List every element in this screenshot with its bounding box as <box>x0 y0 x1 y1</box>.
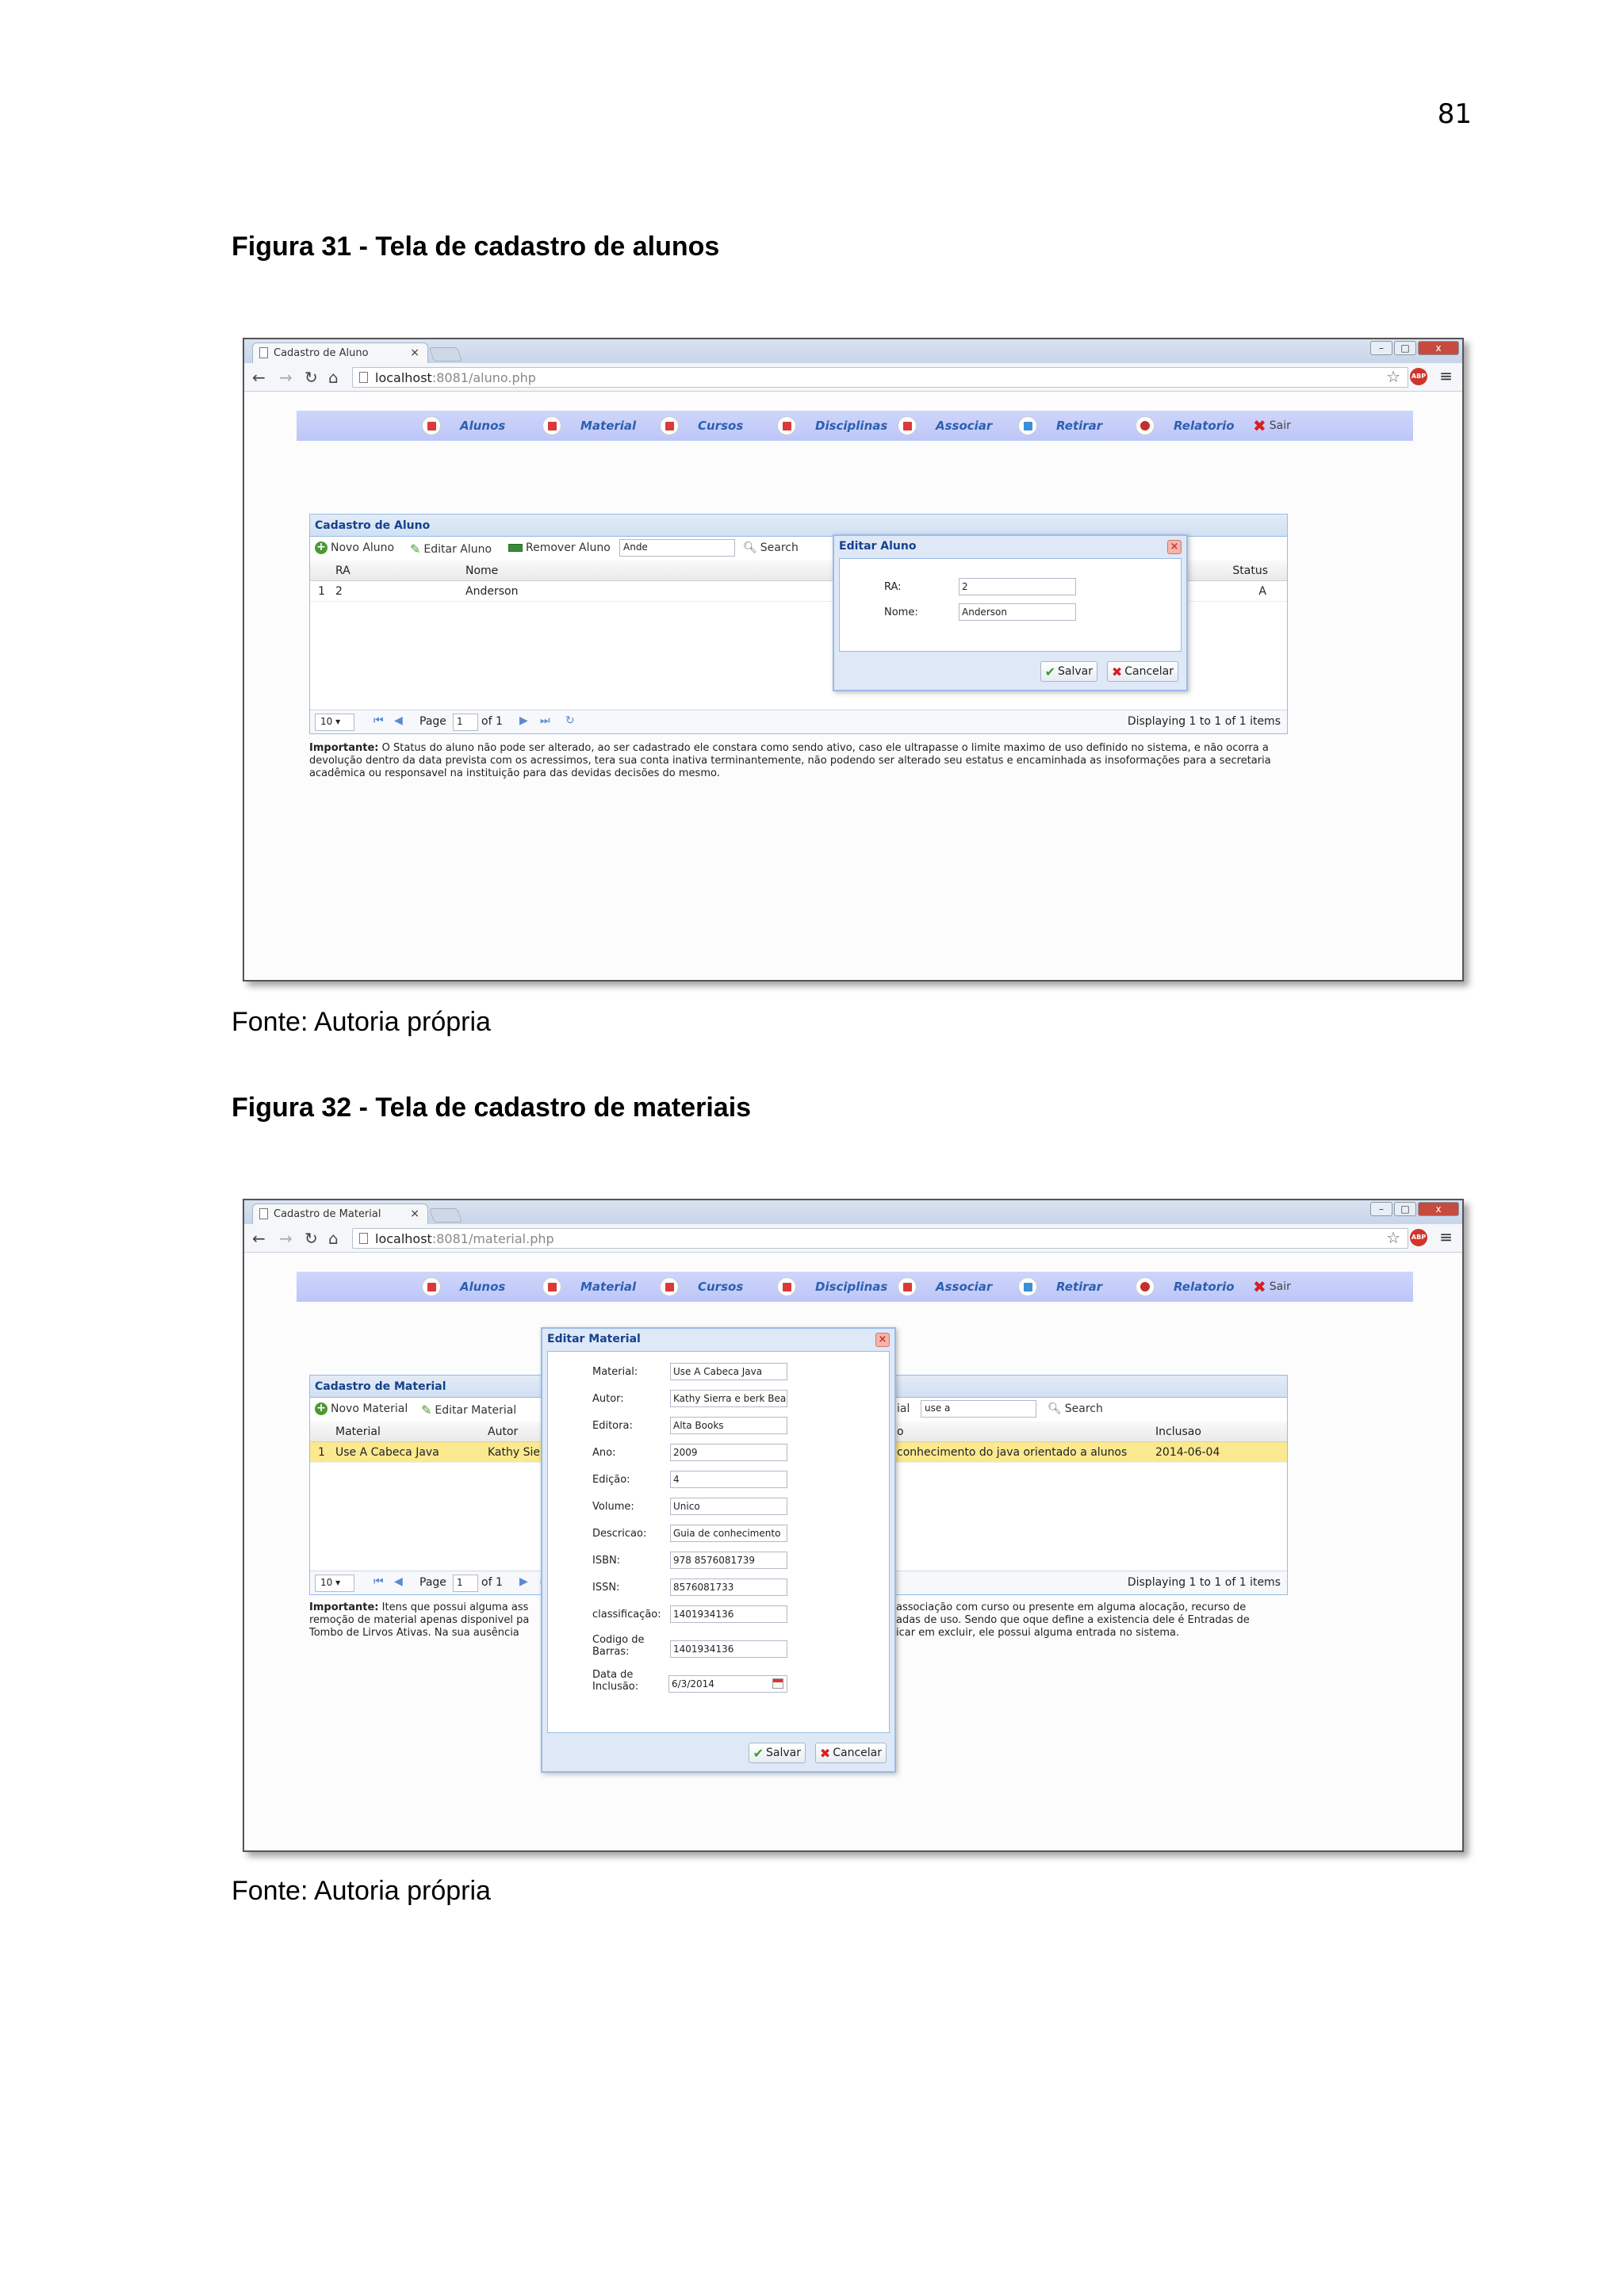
back-arrow-icon[interactable]: ← <box>252 1229 266 1248</box>
address-bar <box>244 363 1462 392</box>
url-host: localhost <box>375 370 432 385</box>
field-label: Data de Inclusão: <box>592 1669 639 1693</box>
nav-alunos[interactable] <box>422 411 505 441</box>
home-icon[interactable]: ⌂ <box>328 1229 339 1248</box>
material-icon <box>542 1277 561 1296</box>
row-number: 1 <box>318 585 325 598</box>
cell-nome: Anderson <box>465 585 519 598</box>
nav-associar[interactable] <box>898 1272 992 1302</box>
cell-inclusao: 2014-06-04 <box>1155 1446 1220 1459</box>
close-tab-icon[interactable]: × <box>410 1207 419 1220</box>
next-page-icon[interactable]: ▶ <box>519 1575 528 1588</box>
nav-associar[interactable] <box>898 411 992 441</box>
nav-alunos[interactable] <box>422 1272 505 1302</box>
nav-label: Disciplinas <box>815 419 888 433</box>
nav-label: Relatorio <box>1174 1280 1235 1294</box>
date-value: 6/3/2014 <box>672 1678 714 1689</box>
figure-source: Fonte: Autoria própria <box>232 1876 491 1906</box>
field-label: Volume: <box>592 1501 634 1513</box>
button-label: Novo Aluno <box>331 541 395 554</box>
nav-disciplinas[interactable] <box>777 1272 887 1302</box>
search-input[interactable]: Ande <box>619 539 735 557</box>
minimize-button[interactable]: – <box>1370 341 1392 355</box>
page-icon <box>359 372 368 383</box>
window-controls <box>1370 1202 1459 1216</box>
nav-label: Material <box>580 1280 637 1294</box>
check-icon: ✔ <box>1044 664 1056 679</box>
associar-icon <box>898 1277 917 1296</box>
alunos-icon <box>422 1277 441 1296</box>
remove-icon <box>508 544 523 552</box>
nav-label: Associar <box>936 1280 993 1294</box>
note-text: O Status do aluno não pode ser alterado, ao ser cadastrado ele constara como sendo ativo, caso ele ultrapasse o limite maximo de uso definido no sistema, e não ocorra a devolução dentro da data prevista com os acressimos, tera sua conta inativa terminantemente, não podendo ser alterado seu estatus e encaminhada as insoformações para a secretaria acadêmica ou responsavel na instituição para das devidas decisões do mesmo. <box>309 742 1271 779</box>
home-icon[interactable]: ⌂ <box>328 368 339 387</box>
panel-title: Cadastro de Material <box>310 1376 1287 1398</box>
save-button[interactable] <box>749 1743 806 1763</box>
display-info: Displaying 1 to 1 of 1 items <box>1127 1576 1281 1589</box>
search-input[interactable]: use a <box>921 1400 1036 1418</box>
note-text: icar em excluir, ele possui alguma entrada no sistema. <box>896 1627 1180 1639</box>
partial-label <box>897 1402 910 1415</box>
maximize-button[interactable]: □ <box>1394 341 1416 355</box>
button-label: Salvar <box>766 1747 801 1759</box>
close-tab-icon[interactable]: × <box>410 346 419 359</box>
nome-input[interactable]: Anderson <box>959 603 1076 621</box>
browser-tab[interactable] <box>252 342 428 363</box>
field-label: Nome: <box>884 607 918 618</box>
url-field[interactable] <box>352 1228 1408 1249</box>
window-close-button[interactable]: x <box>1418 341 1459 355</box>
cancel-button[interactable] <box>815 1743 887 1763</box>
minimize-button[interactable]: – <box>1370 1202 1392 1216</box>
new-button[interactable] <box>315 541 394 554</box>
cell-material: Use A Cabeca Java <box>335 1446 439 1459</box>
check-icon <box>1018 416 1037 435</box>
page-label: Page <box>419 1576 446 1589</box>
power-icon <box>1136 416 1155 435</box>
column-inclusao[interactable]: Inclusao <box>1155 1425 1201 1438</box>
back-arrow-icon[interactable]: ← <box>252 368 266 387</box>
nav-label: Relatorio <box>1174 419 1235 433</box>
note-text: adas de uso. Sendo que oque define a existencia dele é Entradas de <box>896 1614 1250 1626</box>
close-icon: ✖ <box>1253 1277 1266 1296</box>
button-label: Cancelar <box>833 1747 882 1759</box>
first-page-icon[interactable]: ⏮ <box>373 714 384 727</box>
bookmark-star-icon[interactable]: ☆ <box>1386 1228 1400 1247</box>
figure-caption: Figura 32 - Tela de cadastro de materiais <box>232 1093 752 1123</box>
nav-label: Retirar <box>1056 419 1103 433</box>
column-ra[interactable]: RA <box>335 564 350 577</box>
screenshot-alunos <box>243 338 1464 982</box>
nav-label: Material <box>580 419 637 433</box>
page-size-select[interactable]: 10 ▾ <box>315 714 354 731</box>
field-label: Editora: <box>592 1420 633 1432</box>
note-text: Tombo de Lirvos Ativas. Na sua ausência <box>309 1627 519 1639</box>
menu-icon[interactable]: ≡ <box>1439 366 1453 385</box>
column-material[interactable]: Material <box>335 1425 381 1438</box>
page-icon <box>359 1233 368 1244</box>
cancel-icon: ✖ <box>819 1745 831 1761</box>
note-label: Importante: <box>309 1601 379 1613</box>
page-icon <box>259 347 268 358</box>
page-input[interactable]: 1 <box>453 714 478 731</box>
reload-icon[interactable]: ↻ <box>304 368 318 387</box>
add-icon: + <box>315 541 327 554</box>
nav-cursos[interactable] <box>660 411 743 441</box>
page-of: of 1 <box>481 715 503 728</box>
nav-material[interactable] <box>542 411 636 441</box>
button-label: Search <box>1064 1402 1103 1415</box>
url-path: :8081/aluno.php <box>431 370 536 385</box>
field-label: Ano: <box>592 1447 616 1459</box>
display-info: Displaying 1 to 1 of 1 items <box>1127 715 1281 728</box>
nav-sair[interactable] <box>1253 411 1291 441</box>
last-page-icon[interactable]: ⏭ <box>540 714 550 727</box>
column-descricao[interactable]: o <box>897 1425 904 1438</box>
button-label: Editar Aluno <box>423 542 492 556</box>
url-host: localhost <box>375 1231 432 1246</box>
page-label: Page <box>419 715 446 728</box>
nav-label: Sair <box>1269 419 1291 432</box>
editora-input[interactable]: Alta Books <box>670 1417 787 1434</box>
edit-modal <box>541 1327 896 1773</box>
autor-input[interactable]: Kathy Sierra e berk Bea <box>670 1390 787 1407</box>
edit-button[interactable] <box>410 541 492 557</box>
alunos-icon <box>422 416 441 435</box>
window-controls <box>1370 341 1459 355</box>
nav-sair[interactable] <box>1253 1272 1291 1302</box>
prev-page-icon[interactable]: ◀ <box>394 714 403 727</box>
material-input[interactable]: Use A Cabeca Java <box>670 1363 787 1380</box>
page-size-value: 10 <box>320 716 333 727</box>
nav-cursos[interactable] <box>660 1272 743 1302</box>
modal-title: Editar Aluno <box>839 540 917 553</box>
check-icon <box>1018 1277 1037 1296</box>
column-autor[interactable]: Autor <box>488 1425 519 1438</box>
ano-input[interactable]: 2009 <box>670 1444 787 1461</box>
add-icon: + <box>315 1402 327 1415</box>
maximize-button[interactable]: □ <box>1394 1202 1416 1216</box>
page-of: of 1 <box>481 1576 503 1589</box>
menu-icon[interactable]: ≡ <box>1439 1227 1453 1246</box>
pager <box>310 710 1287 733</box>
screenshot-material <box>243 1199 1464 1852</box>
button-label: Novo Material <box>331 1402 408 1415</box>
field-label: classificação: <box>592 1609 661 1621</box>
volume-input[interactable]: Unico <box>670 1498 787 1515</box>
new-tab-button[interactable] <box>429 1208 463 1223</box>
field-label: Codigo de Barras: <box>592 1634 645 1658</box>
column-status[interactable]: Status <box>1232 564 1268 577</box>
cancel-icon: ✖ <box>1111 664 1123 679</box>
row-number: 1 <box>318 1446 325 1459</box>
nav-material[interactable] <box>542 1272 636 1302</box>
app-nav <box>297 411 1413 441</box>
cell-ra: 2 <box>335 585 343 598</box>
figure-caption: Figura 31 - Tela de cadastro de alunos <box>232 232 720 262</box>
cursos-icon <box>660 416 679 435</box>
field-label: ISBN: <box>592 1555 621 1567</box>
modal-form <box>839 558 1182 652</box>
edit-modal <box>833 534 1188 691</box>
ra-input[interactable]: 2 <box>959 578 1076 595</box>
column-nome[interactable]: Nome <box>465 564 499 577</box>
browser-titlebar <box>244 339 1462 363</box>
app-nav <box>297 1272 1413 1302</box>
calendar-icon[interactable] <box>772 1678 783 1689</box>
search-button[interactable] <box>743 541 799 554</box>
bookmark-star-icon[interactable]: ☆ <box>1386 367 1400 386</box>
edit-button[interactable] <box>421 1402 516 1418</box>
field-label: Material: <box>592 1366 638 1378</box>
disciplinas-icon <box>777 416 796 435</box>
remove-button[interactable] <box>508 541 611 554</box>
cancel-button[interactable] <box>1107 661 1178 682</box>
prev-page-icon[interactable]: ◀ <box>394 1575 403 1588</box>
nav-label: Retirar <box>1056 1280 1103 1294</box>
nav-label: Associar <box>936 419 993 433</box>
browser-titlebar <box>244 1200 1462 1224</box>
adblock-icon[interactable]: ABP <box>1410 368 1427 385</box>
close-icon: ✖ <box>1253 416 1266 435</box>
nav-label: Sair <box>1269 1280 1291 1293</box>
field-label: RA: <box>884 581 902 593</box>
window-close-button[interactable]: x <box>1418 1202 1459 1216</box>
power-icon <box>1136 1277 1155 1296</box>
disciplinas-icon <box>777 1277 796 1296</box>
nav-label: Cursos <box>698 1280 744 1294</box>
button-label: Cancelar <box>1124 665 1174 678</box>
note-text: associação com curso ou presente em alguma alocação, recurso de <box>896 1601 1247 1613</box>
nav-label: Disciplinas <box>815 1280 888 1294</box>
tab-title: Cadastro de Aluno <box>274 347 369 359</box>
check-icon: ✔ <box>753 1745 764 1761</box>
note-text: Itens que possui alguma ass <box>378 1601 529 1613</box>
close-icon[interactable]: × <box>1167 540 1182 554</box>
tab-title: Cadastro de Material <box>274 1208 381 1220</box>
field-label: Descricao: <box>592 1528 647 1540</box>
cursos-icon <box>660 1277 679 1296</box>
panel-title: Cadastro de Aluno <box>310 515 1287 537</box>
url-path: :8081/material.php <box>431 1231 554 1246</box>
cell-status: A <box>1258 585 1266 598</box>
search-icon: 🔍︎ <box>1048 1402 1062 1415</box>
nav-label: Cursos <box>698 419 744 433</box>
field-label: Edição: <box>592 1474 630 1486</box>
first-page-icon[interactable]: ⏮ <box>373 1575 384 1588</box>
field-label: Autor: <box>592 1393 624 1405</box>
modal-header <box>834 536 1186 558</box>
page-size-select[interactable]: 10 ▾ <box>315 1575 354 1592</box>
page-size-value: 10 <box>320 1577 333 1588</box>
note-label: Importante: <box>309 742 379 754</box>
page-icon <box>259 1208 268 1219</box>
modal-header <box>542 1329 894 1351</box>
note-right <box>896 1601 1250 1640</box>
new-button[interactable] <box>315 1402 408 1415</box>
issn-input[interactable]: 8576081733 <box>670 1578 787 1596</box>
search-button[interactable] <box>1048 1402 1103 1415</box>
nav-retirar[interactable] <box>1018 411 1102 441</box>
note-text: remoção de material apenas disponivel pa <box>309 1614 530 1626</box>
button-label: Search <box>760 541 799 554</box>
nav-relatorio[interactable] <box>1136 411 1235 441</box>
button-label: ial <box>897 1402 910 1415</box>
next-page-icon[interactable]: ▶ <box>519 714 528 727</box>
page-number: 81 <box>1437 98 1472 130</box>
button-label: Salvar <box>1058 665 1093 678</box>
button-label: Editar Material <box>435 1403 517 1417</box>
classificacao-input[interactable]: 1401934136 <box>670 1605 787 1623</box>
modal-form <box>547 1351 890 1733</box>
refresh-icon[interactable]: ↻ <box>565 714 575 727</box>
cell-descricao: conhecimento do java orientado a alunos <box>897 1446 1128 1459</box>
nav-relatorio[interactable] <box>1136 1272 1235 1302</box>
important-note <box>309 742 1288 780</box>
forward-arrow-icon[interactable]: → <box>279 1229 293 1248</box>
associar-icon <box>898 416 917 435</box>
descricao-input[interactable]: Guia de conhecimento <box>670 1525 787 1542</box>
pencil-icon: ✎ <box>410 541 421 557</box>
modal-title: Editar Material <box>547 1333 641 1345</box>
note-left <box>309 1601 555 1640</box>
browser-tab[interactable] <box>252 1203 428 1224</box>
search-icon: 🔍︎ <box>743 541 757 554</box>
codigo-barras-input[interactable]: 1401934136 <box>670 1640 787 1658</box>
nav-label: Alunos <box>460 1280 506 1294</box>
new-tab-button[interactable] <box>429 347 463 362</box>
close-icon[interactable]: × <box>875 1333 890 1347</box>
field-label: ISSN: <box>592 1582 620 1594</box>
page-input[interactable]: 1 <box>453 1575 478 1592</box>
address-bar <box>244 1224 1462 1253</box>
nav-retirar[interactable] <box>1018 1272 1102 1302</box>
pencil-icon: ✎ <box>421 1402 432 1418</box>
save-button[interactable] <box>1040 661 1097 682</box>
edicao-input[interactable]: 4 <box>670 1471 787 1488</box>
figure-source: Fonte: Autoria própria <box>232 1007 491 1037</box>
forward-arrow-icon[interactable]: → <box>279 368 293 387</box>
material-icon <box>542 416 561 435</box>
url-field[interactable] <box>352 367 1408 388</box>
reload-icon[interactable]: ↻ <box>304 1229 318 1248</box>
data-inclusao-input[interactable] <box>668 1675 787 1693</box>
nav-label: Alunos <box>460 419 506 433</box>
isbn-input[interactable]: 978 8576081739 <box>670 1552 787 1569</box>
cell-autor: Kathy Sie <box>488 1446 541 1459</box>
adblock-icon[interactable]: ABP <box>1410 1229 1427 1246</box>
nav-disciplinas[interactable] <box>777 411 887 441</box>
button-label: Remover Aluno <box>526 541 611 554</box>
